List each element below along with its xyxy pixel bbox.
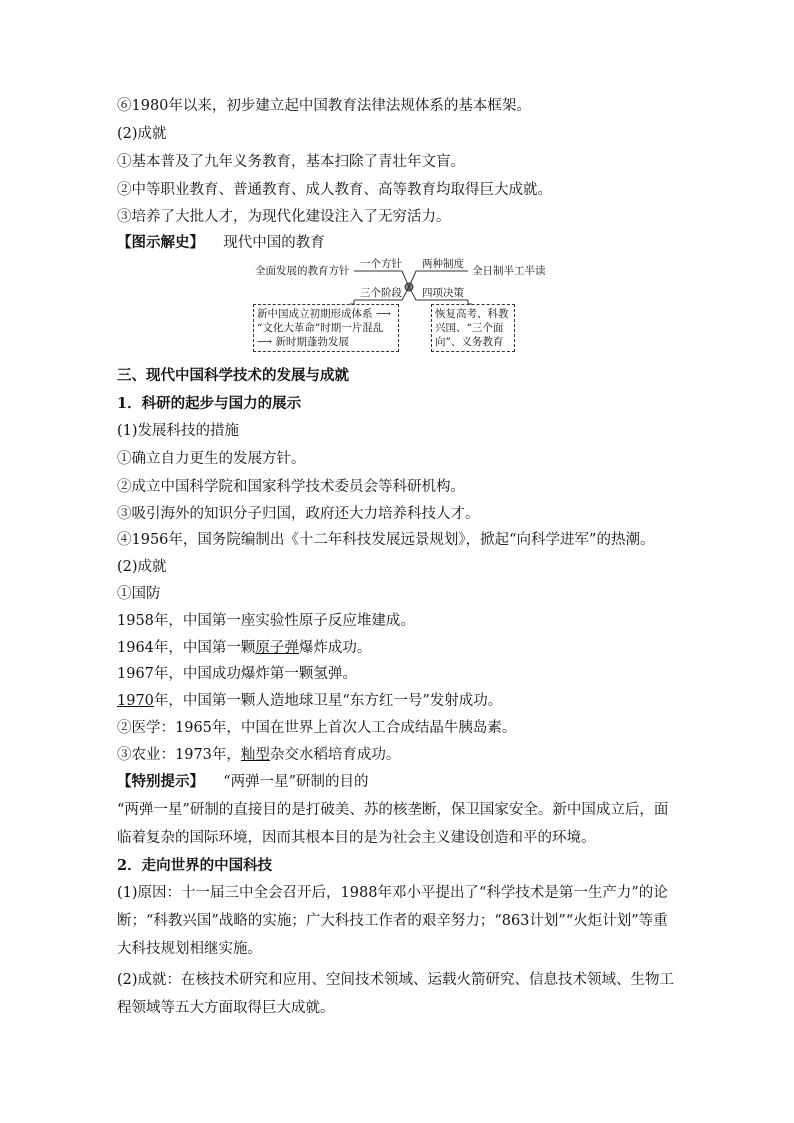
- caption-text: 现代中国的教育: [223, 235, 325, 251]
- diagram-bottom-left: 三个阶段: [360, 287, 402, 299]
- underlined-term: 原子弹: [255, 640, 299, 656]
- text-segment: 爆炸成功。: [298, 640, 372, 656]
- underlined-term: 1970: [117, 693, 154, 709]
- subsection-heading: 2．走向世界的中国科技: [117, 857, 273, 874]
- diagram-top-right: 两种制度: [422, 258, 464, 270]
- subheading: (2)成就: [117, 126, 167, 142]
- text-segment: ③农业：1973年，: [117, 747, 241, 763]
- text-line: ④1956年，国务院编制出《十二年科技发展远景规划》，掀起“向科学进军”的热潮。: [117, 532, 655, 548]
- box-line: 向”、义务教育: [435, 336, 504, 348]
- text-line: ①国防: [117, 586, 161, 602]
- subheading: (2)成就: [117, 559, 167, 575]
- tip-tag: 【特别提示】: [117, 773, 204, 790]
- text-line: ②成立中国科学院和国家科学技术委员会等科研机构。: [117, 479, 465, 495]
- text-line: 1967年，中国成功爆炸第一颗氢弹。: [117, 666, 357, 682]
- tip-title: “两弹一星”研制的目的: [223, 774, 369, 790]
- box-line: 新中国成立初期形成体系 ⟶: [257, 308, 391, 320]
- text-line: 1958年，中国第一座实验性原子反应堆建成。: [117, 613, 415, 629]
- text-line: ③培养了大批人才，为现代化建设注入了无穷活力。: [117, 209, 451, 225]
- text-line: [117, 745, 400, 765]
- diagram-bottom-right: 四项决策: [422, 287, 464, 299]
- diagram-caption: [117, 233, 325, 253]
- text-segment: 年，中国第一颗人造地球卫星“东方红一号”发射成功。: [153, 693, 503, 709]
- diagram-right-box: [431, 304, 515, 352]
- tip-paragraph: “两弹一星”研制的直接目的是打破美、苏的核垄断，保卫国家安全。新中国成立后，面临着复杂的国际环境，因而其根本目的是为社会主义建设创造和平的环境。: [117, 802, 669, 846]
- diagram-top-left: 一个方针: [360, 258, 402, 270]
- diagram-left-box: [253, 304, 399, 352]
- section-heading: 三、现代中国科学技术的发展与成就: [117, 367, 349, 384]
- box-line: ⟶ 新时期蓬勃发展: [257, 336, 349, 348]
- text-line: ③吸引海外的知识分子归国，政府还大力培养科技人才。: [117, 506, 480, 522]
- text-line: [117, 691, 502, 711]
- paragraph: (2)成就：在核技术研究和应用、空间技术领域、运载火箭研究、信息技术领域、生物工程领域等五大方面取得巨大成就。: [117, 972, 675, 1016]
- subsection-heading: 1．科研的起步与国力的展示: [117, 395, 302, 412]
- subheading: (1)发展科技的措施: [117, 423, 240, 439]
- text-line: [117, 638, 371, 658]
- caption-tag: 【图示解史】: [117, 234, 204, 251]
- text-line: ②中等职业教育、普通教育、成人教育、高等教育均取得巨大成就。: [117, 182, 552, 198]
- diagram-left-title: 全面发展的教育方针: [255, 265, 350, 277]
- tip-heading: [117, 772, 369, 792]
- box-line: 恢复高考、科教: [435, 308, 509, 320]
- box-line: “文化大革命”时期一片混乱: [257, 322, 384, 334]
- box-line: 兴国、“三个面: [435, 322, 504, 334]
- underlined-term: 籼型: [240, 747, 270, 763]
- text-line: ①基本普及了九年义务教育，基本扫除了青壮年文盲。: [117, 154, 465, 170]
- text-line: ⑥1980年以来，初步建立起中国教育法律法规体系的基本框架。: [117, 98, 531, 114]
- diagram-right-title: 全日制半工半读: [472, 265, 546, 277]
- text-line: ①确立自力更生的发展方针。: [117, 451, 306, 467]
- text-segment: 杂交水稻培育成功。: [269, 747, 401, 763]
- text-segment: 1964年，中国第一颗: [117, 640, 256, 656]
- text-line: ②医学：1965年，中国在世界上首次人工合成结晶牛胰岛素。: [117, 720, 517, 736]
- education-diagram: [250, 256, 560, 356]
- paragraph: (1)原因：十一届三中全会召开后，1988年邓小平提出了“科学技术是第一生产力”的论断；“科教兴国”战略的实施；广大科技工作者的艰辛努力；“863计划”“火炬计划”等重大科技规划相继实施。: [117, 885, 668, 957]
